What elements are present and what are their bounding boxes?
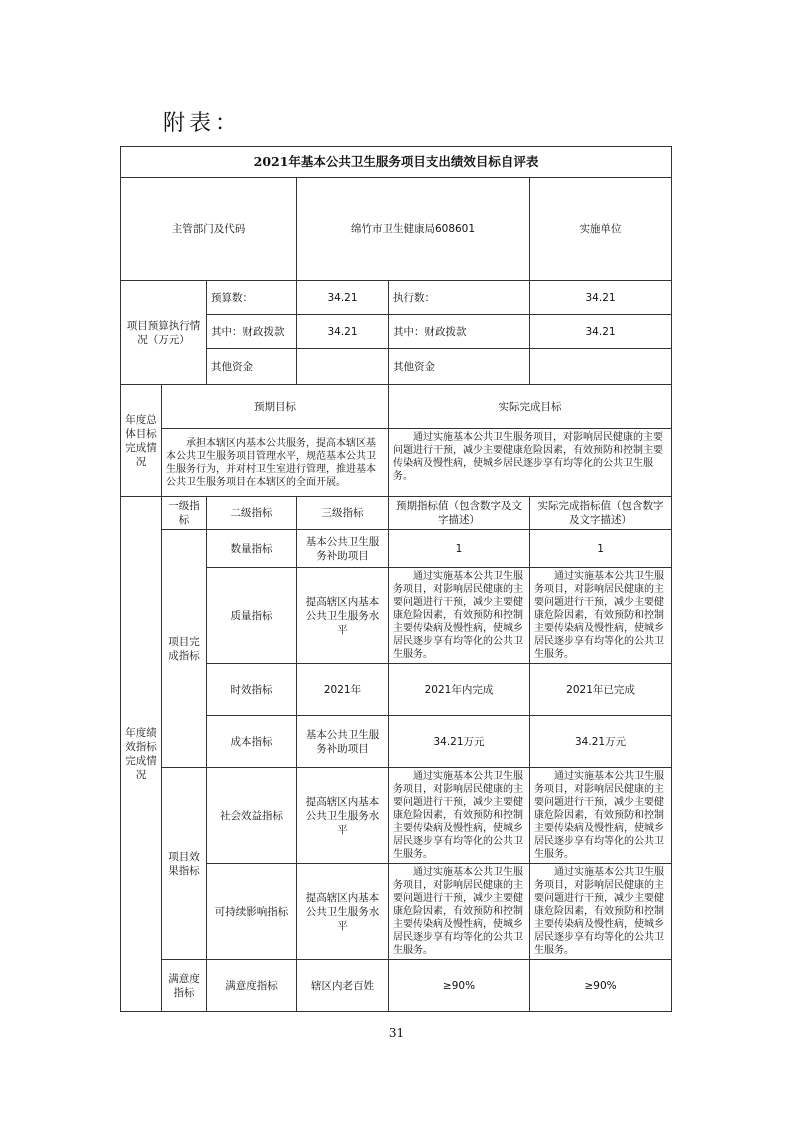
row-level2: 满意度指标 bbox=[207, 960, 297, 1012]
row-level3: 提高辖区内基本公共卫生服务水平 bbox=[297, 768, 389, 864]
col-expected-header: 预期指标值（包含数字及文字描述） bbox=[389, 497, 530, 530]
table-row bbox=[121, 960, 672, 1012]
impl-label: 实施单位 bbox=[530, 178, 672, 281]
fiscal-exec-label: 其中：财政拨款 bbox=[389, 315, 530, 349]
row-expected: 1 bbox=[389, 530, 530, 568]
col-actual-header: 实际完成指标值（包含数字及文字描述） bbox=[530, 497, 672, 530]
row-expected: 通过实施基本公共卫生服务项目，对影响居民健康的主要问题进行干预，减少主要健康危险因素，有效预防和控制主要传染病及慢性病，使城乡居民逐步享有均等化的公共卫生服务。 bbox=[389, 768, 530, 864]
fiscal-budget-value: 34.21 bbox=[297, 315, 389, 349]
other-funds-exec-value bbox=[530, 349, 672, 385]
col-level3-header: 三级指标 bbox=[297, 497, 389, 530]
attachment-title: 附表： bbox=[163, 111, 242, 136]
budget-amount-label: 预算数： bbox=[207, 281, 297, 315]
table-row bbox=[121, 768, 672, 864]
row-level3: 2021年 bbox=[297, 664, 389, 716]
col-level1-header: 一级指标 bbox=[162, 497, 207, 530]
row-level2: 时效指标 bbox=[207, 664, 297, 716]
row-actual: 通过实施基本公共卫生服务项目，对影响居民健康的主要问题进行干预，减少主要健康危险因素，有效预防和控制主要传染病及慢性病，使城乡居民逐步享有均等化的公共卫生服务。 bbox=[530, 864, 672, 960]
exec-amount-label: 执行数： bbox=[389, 281, 530, 315]
table-row bbox=[121, 530, 672, 568]
table-title: 2021年基本公共卫生服务项目支出绩效目标自评表 bbox=[121, 147, 672, 178]
row-level2: 成本指标 bbox=[207, 716, 297, 768]
annual-goal-label: 年度总体目标完成情况 bbox=[121, 385, 162, 497]
budget-label: 项目预算执行情况（万元） bbox=[121, 281, 207, 385]
row-level2: 数量指标 bbox=[207, 530, 297, 568]
group-effect-label: 项目效果指标 bbox=[162, 768, 207, 960]
actual-goal-header: 实际完成目标 bbox=[389, 385, 672, 429]
row-level3: 基本公共卫生服务补助项目 bbox=[297, 530, 389, 568]
row-expected: 34.21万元 bbox=[389, 716, 530, 768]
row-level3: 提高辖区内基本公共卫生服务水平 bbox=[297, 864, 389, 960]
col-level2-header: 二级指标 bbox=[207, 497, 297, 530]
fiscal-budget-label: 其中：财政拨款 bbox=[207, 315, 297, 349]
row-level3: 提高辖区内基本公共卫生服务水平 bbox=[297, 568, 389, 664]
row-expected: 2021年内完成 bbox=[389, 664, 530, 716]
other-funds-budget-value bbox=[297, 349, 389, 385]
row-level2: 社会效益指标 bbox=[207, 768, 297, 864]
row-expected: ≥90% bbox=[389, 960, 530, 1012]
exec-amount-value: 34.21 bbox=[530, 281, 672, 315]
expected-goal-header: 预期目标 bbox=[162, 385, 389, 429]
row-expected: 通过实施基本公共卫生服务项目，对影响居民健康的主要问题进行干预，减少主要健康危险因素，有效预防和控制主要传染病及慢性病，使城乡居民逐步享有均等化的公共卫生服务。 bbox=[389, 568, 530, 664]
row-actual: 1 bbox=[530, 530, 672, 568]
page-number: 31 bbox=[388, 1026, 405, 1040]
other-funds-exec-label: 其他资金 bbox=[389, 349, 530, 385]
fiscal-exec-value: 34.21 bbox=[530, 315, 672, 349]
row-level2: 质量指标 bbox=[207, 568, 297, 664]
row-level3: 辖区内老百姓 bbox=[297, 960, 389, 1012]
row-expected: 通过实施基本公共卫生服务项目，对影响居民健康的主要问题进行干预，减少主要健康危险因素，有效预防和控制主要传染病及慢性病，使城乡居民逐步享有均等化的公共卫生服务。 bbox=[389, 864, 530, 960]
row-actual: 34.21万元 bbox=[530, 716, 672, 768]
row-actual: 2021年已完成 bbox=[530, 664, 672, 716]
expected-goal-text: 承担本辖区内基本公共服务，提高本辖区基本公共卫生服务项目管理水平，规范基本公共卫生服务行为，并对村卫生室进行管理，推进基本公共卫生服务项目在本辖区的全面开展。 bbox=[162, 429, 389, 497]
dept-label: 主管部门及代码 bbox=[121, 178, 297, 281]
dept-value: 绵竹市卫生健康局608601 bbox=[297, 178, 530, 281]
performance-evaluation-table bbox=[120, 146, 672, 1012]
row-level2: 可持续影响指标 bbox=[207, 864, 297, 960]
perf-label: 年度绩效指标完成情况 bbox=[121, 497, 162, 1012]
row-actual: 通过实施基本公共卫生服务项目，对影响居民健康的主要问题进行干预，减少主要健康危险因素，有效预防和控制主要传染病及慢性病，使城乡居民逐步享有均等化的公共卫生服务。 bbox=[530, 568, 672, 664]
row-actual: ≥90% bbox=[530, 960, 672, 1012]
budget-amount-value: 34.21 bbox=[297, 281, 389, 315]
other-funds-label: 其他资金 bbox=[207, 349, 297, 385]
actual-goal-text: 通过实施基本公共卫生服务项目，对影响居民健康的主要问题进行干预，减少主要健康危险因素，有效预防和控制主要传染病及慢性病，使城乡居民逐步享有均等化的公共卫生服务。 bbox=[389, 429, 672, 497]
group-output-label: 项目完成指标 bbox=[162, 530, 207, 768]
group-satisfaction-label: 满意度指标 bbox=[162, 960, 207, 1012]
row-actual: 通过实施基本公共卫生服务项目，对影响居民健康的主要问题进行干预，减少主要健康危险因素，有效预防和控制主要传染病及慢性病，使城乡居民逐步享有均等化的公共卫生服务。 bbox=[530, 768, 672, 864]
row-level3: 基本公共卫生服务补助项目 bbox=[297, 716, 389, 768]
